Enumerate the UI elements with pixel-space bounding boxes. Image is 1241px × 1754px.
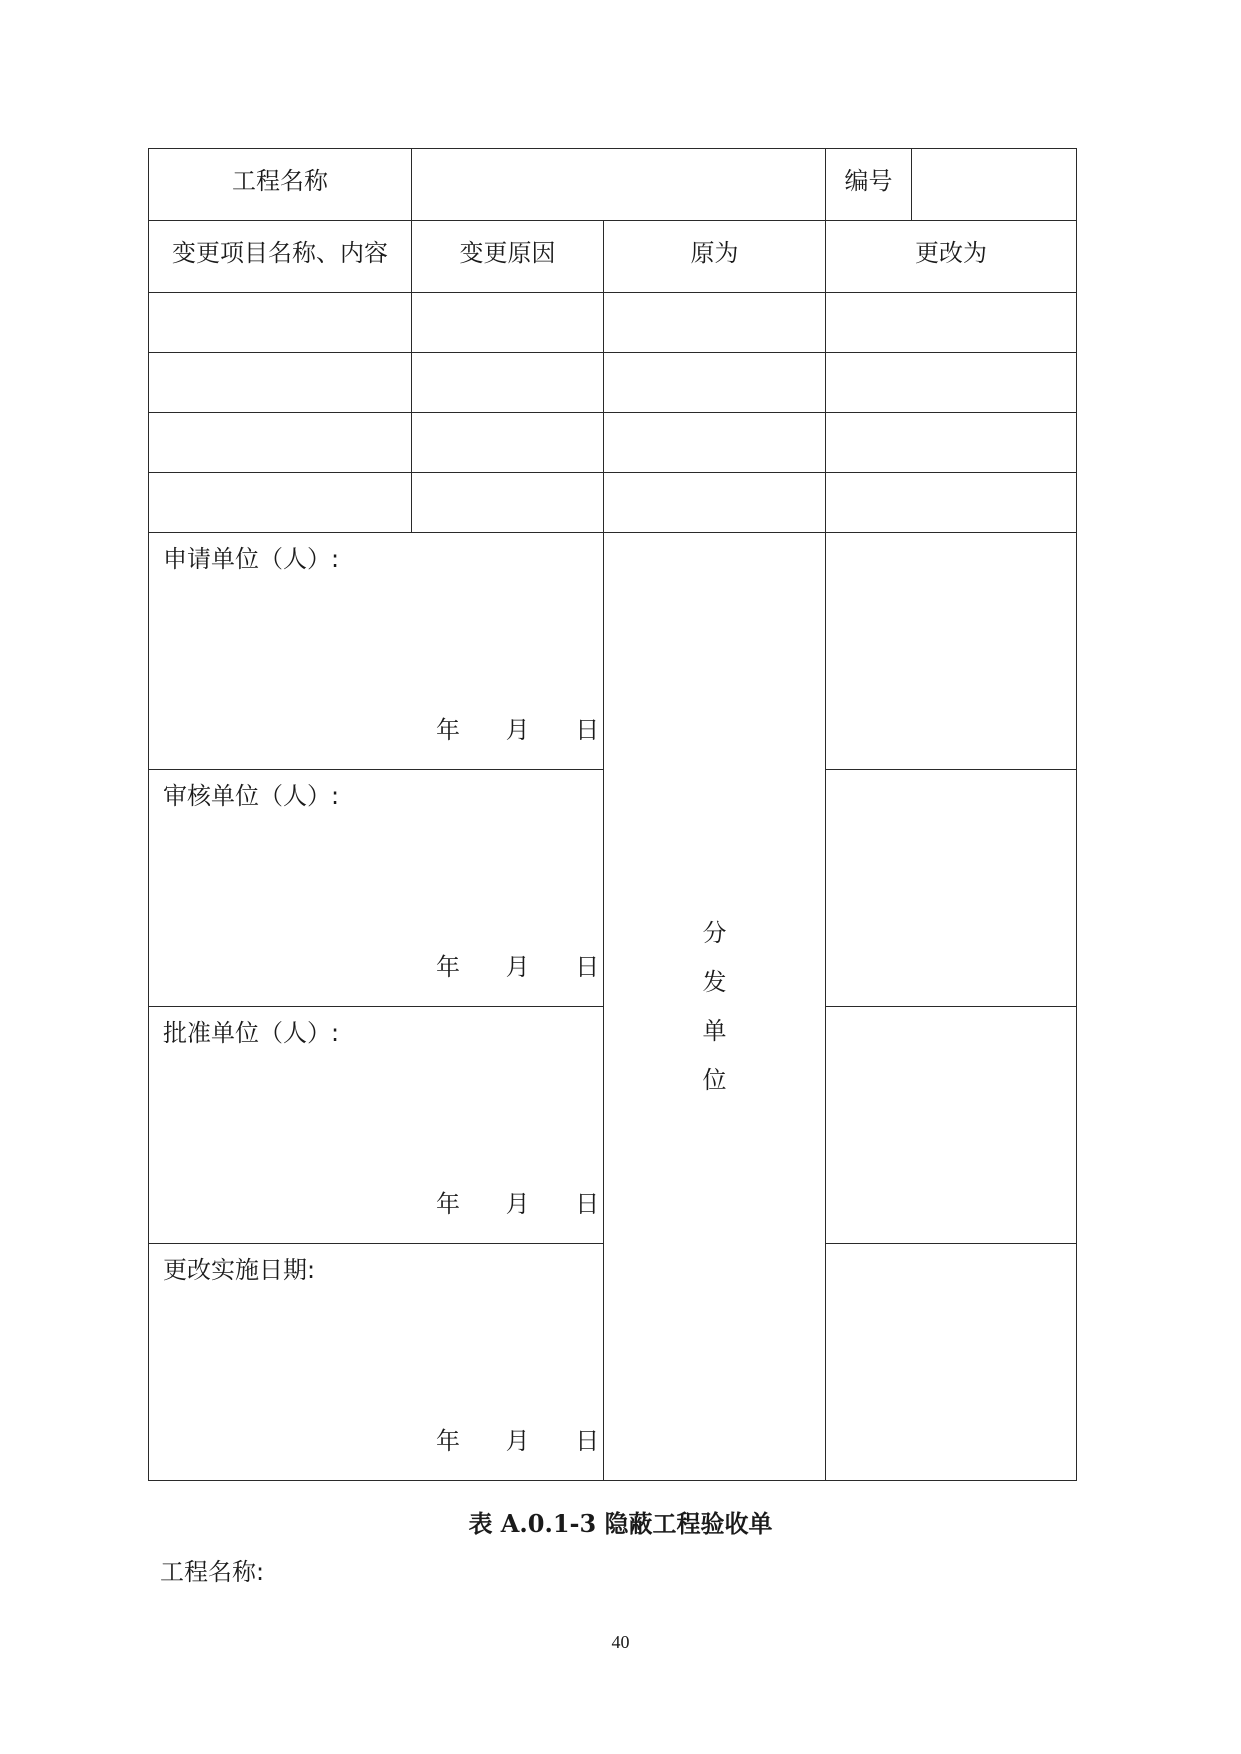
distribution-entry-cell [826,1007,1077,1244]
date-day: 日 [575,953,600,981]
distribution-unit-label [604,909,825,1105]
distribution-char: 分 [702,918,727,947]
reviewer-label: 审核单位（人）: [163,782,340,810]
implementation-date-cell [149,1244,604,1481]
date-month: 月 [505,953,530,981]
date-year: 年 [436,1427,460,1455]
table-cell [604,473,826,533]
table-cell [412,413,604,473]
project-name-label: 工程名称 [149,149,412,221]
date-month: 月 [505,716,530,744]
table-cell [826,473,1077,533]
reviewer-sign-cell [149,770,604,1007]
column-header-original: 原为 [604,221,826,293]
table-cell [412,293,604,353]
table-cell [604,413,826,473]
approver-sign-cell [149,1007,604,1244]
next-table-caption: 表 A.0.1-3 隐蔽工程验收单 [468,1509,773,1538]
table-cell [149,353,412,413]
distribution-char: 单 [702,1016,727,1045]
table-cell [604,353,826,413]
applicant-sign-cell [149,533,604,770]
table-cell [826,293,1077,353]
number-label: 编号 [826,149,912,221]
date-line [436,1184,599,1219]
column-header-change-reason: 变更原因 [412,221,604,293]
table-row [149,413,1077,473]
header-row-project [149,149,1077,221]
table-row [149,473,1077,533]
sign-row-applicant [149,533,1077,770]
date-day: 日 [575,1190,600,1218]
applicant-label: 申请单位（人）: [163,545,340,573]
table-cell [412,473,604,533]
table-cell [149,473,412,533]
table-cell [412,353,604,413]
date-year: 年 [436,716,460,744]
table-row [149,293,1077,353]
date-line [436,1421,599,1456]
date-line [436,947,599,982]
design-change-form-table [148,148,1077,1481]
column-header-change-item: 变更项目名称、内容 [149,221,412,293]
table-cell [149,413,412,473]
date-day: 日 [575,1427,600,1455]
project-name-value [412,149,826,221]
date-year: 年 [436,953,460,981]
date-day: 日 [575,716,600,744]
column-header-row [149,221,1077,293]
table-cell [826,353,1077,413]
page-number: 40 [611,1632,630,1652]
table-cell [604,293,826,353]
table-cell [149,293,412,353]
date-month: 月 [505,1190,530,1218]
number-value [912,149,1077,221]
distribution-char: 位 [702,1065,727,1094]
distribution-entry-cell [826,1244,1077,1481]
table-cell [826,413,1077,473]
date-month: 月 [505,1427,530,1455]
implementation-date-label: 更改实施日期: [163,1256,316,1284]
date-line [436,710,599,745]
column-header-changed-to: 更改为 [826,221,1077,293]
distribution-entry-cell [826,533,1077,770]
table-row [149,353,1077,413]
distribution-unit-cell [604,533,826,1481]
date-year: 年 [436,1190,460,1218]
approver-label: 批准单位（人）: [163,1019,340,1047]
distribution-entry-cell [826,770,1077,1007]
next-table-project-name: 工程名称: [160,1558,265,1586]
distribution-char: 发 [702,967,727,996]
